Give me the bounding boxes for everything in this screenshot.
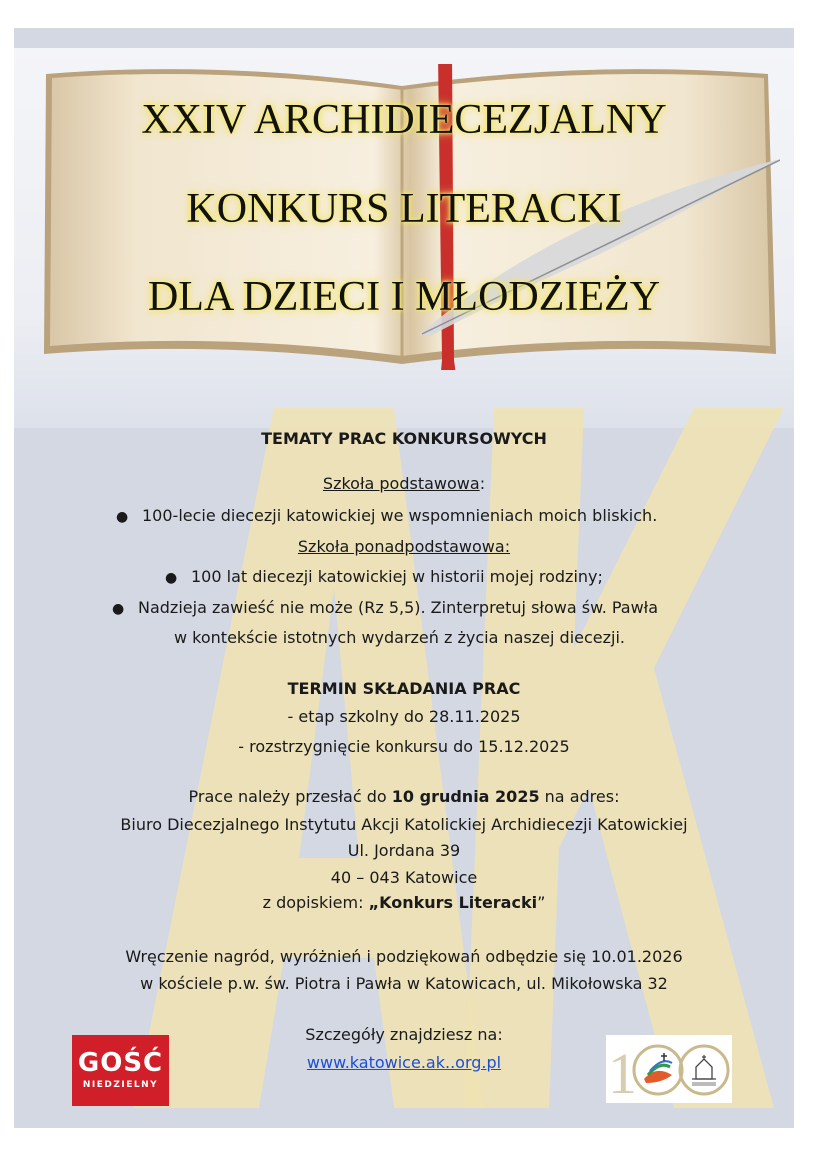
diocese-100-anniversary-logo: [606, 1035, 732, 1103]
primary-school-colon: :: [479, 474, 486, 493]
details-label: Szczegóły znajdziesz na:: [305, 1025, 503, 1044]
gosc-logo-main: GOŚĆ: [77, 1048, 164, 1078]
topics-heading: TEMATY PRAC KONKURSOWYCH: [261, 429, 547, 448]
gosc-logo-sub: NIEDZIELNY: [82, 1080, 159, 1090]
secondary-topic-1-text: 100 lat diecezji katowickiej w historii mojej rodziny;: [191, 567, 603, 586]
svg-text:1: 1: [608, 1041, 637, 1103]
bullet-icon: ●: [112, 601, 125, 617]
website-link[interactable]: www.katowice.ak..org.pl: [306, 1053, 502, 1072]
deadline-heading: TERMIN SKŁADANIA PRAC: [287, 679, 521, 698]
address-line-3: 40 – 043 Katowice: [330, 868, 478, 887]
submission-note: [14, 893, 794, 913]
submission-prefix: Prace należy przesłać do: [188, 787, 392, 806]
primary-topic-1-text: 100-lecie diecezji katowickiej we wspomnieniach moich bliskich.: [142, 506, 658, 525]
address-line-2: Ul. Jordana 39: [347, 841, 461, 860]
primary-school-label: [14, 474, 794, 494]
secondary-school-label: Szkoła ponadpodstawowa:: [297, 537, 511, 556]
bullet-icon: ●: [116, 509, 129, 525]
secondary-topic-2-continuation: w kontekście istotnych wydarzeń z życia naszej diecezji.: [174, 628, 625, 647]
note-prefix: z dopiskiem:: [262, 893, 369, 912]
title-line-2: KONKURS LITERACKI: [186, 186, 622, 232]
bullet-icon: ●: [165, 570, 178, 586]
submission-line: [14, 787, 794, 807]
title-line-3: DLA DZIECI I MŁODZIEŻY: [147, 274, 661, 320]
deadline-line-1: - etap szkolny do 28.11.2025: [287, 707, 521, 726]
primary-school-label-text: Szkoła podstawowa: [322, 474, 480, 493]
note-bold: „Konkurs Literacki: [368, 893, 538, 912]
deadline-line-2: - rozstrzygnięcie konkursu do 15.12.2025: [238, 737, 570, 756]
gosc-niedzielny-logo: [72, 1035, 169, 1106]
submission-date: 10 grudnia 2025: [391, 787, 540, 806]
secondary-topic-2-text: Nadzieja zawieść nie może (Rz 5,5). Zinterpretuj słowa św. Pawła: [138, 598, 659, 617]
submission-suffix: na adres:: [539, 787, 620, 806]
anniversary-100-icon: [606, 1035, 732, 1103]
secondary-topic-2: [112, 598, 658, 619]
awards-line-2: w kościele p.w. św. Piotra i Pawła w Katowicach, ul. Mikołowska 32: [140, 974, 668, 993]
note-suffix: ”: [537, 893, 546, 912]
primary-topic-1: [116, 506, 657, 527]
address-line-1: Biuro Diecezjalnego Instytutu Akcji Katolickiej Archidiecezji Katowickiej: [120, 815, 688, 834]
awards-line-1: Wręczenie nagród, wyróżnień i podziękowań odbędzie się 10.01.2026: [125, 947, 683, 966]
secondary-topic-1: [165, 567, 603, 588]
title-line-1: XXIV ARCHIDIECEZJALNY: [141, 97, 667, 143]
